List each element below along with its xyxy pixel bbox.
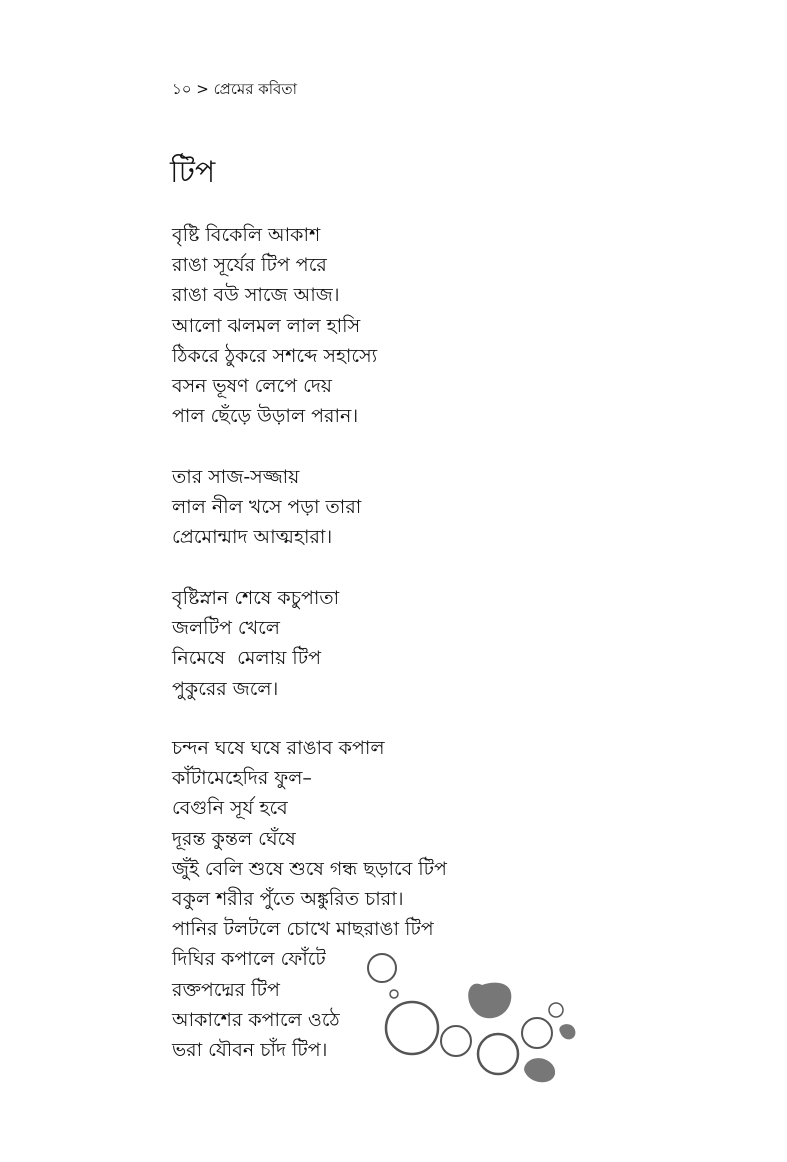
poem-line: চন্দন ঘষে ঘষে রাঙাব কপাল: [172, 737, 385, 759]
poem-line: জুঁই বেলি শুষে শুষে গন্ধ ছড়াবে টিপ: [172, 857, 447, 880]
poem-line: বকুল শরীর পুঁতে অঙ্কুরিত চারা।: [172, 887, 404, 910]
poem-line: পুকুরের জলে।: [172, 677, 279, 700]
poem-line: তার সাজ-সজ্জায়: [172, 466, 300, 488]
poem-line: লাল নীল খসে পড়া তারা: [172, 496, 362, 519]
poem-line: রক্তপদ্মের টিপ: [172, 978, 280, 1001]
poem-line: বেগুনি সূর্য হবে: [172, 797, 288, 820]
poem-line: আকাশের কপালে ওঠে: [172, 1008, 340, 1031]
poem-line: রাঙা সূর্যের টিপ পরে: [172, 254, 327, 277]
poem-line: বৃষ্টি বিকেলি আকাশ: [172, 224, 321, 246]
poem-line: ঠিকরে ঠুকরে সশব্দে সহাস্যে: [172, 344, 378, 367]
running-head: ১০ > প্রেমের কবিতা: [172, 80, 297, 98]
poem-line: বসন ভূষণ লেপে দেয়: [172, 374, 332, 397]
poem-line: দূরন্ত কুন্তল ঘেঁষে: [172, 827, 296, 850]
stanza-1: [172, 220, 377, 431]
stanza-2: [172, 462, 361, 553]
stanza-3: [172, 583, 339, 704]
poem-line: ভরা যৌবন চাঁদ টিপ।: [172, 1038, 328, 1061]
poem-line: আলো ঝলমল লাল হাসি: [172, 314, 361, 337]
bubbles-ornament-icon: [350, 940, 590, 1090]
poem-line: প্রেমোন্মাদ আত্মহারা।: [172, 526, 333, 549]
poem-title: টিপ: [170, 155, 216, 190]
poem-line: রাঙা বউ সাজে আজ।: [172, 284, 340, 307]
poem-line: নিমেষে মেলায় টিপ: [172, 647, 321, 670]
poem-line: পানির টলটলে চোখে মাছরাঙা টিপ: [172, 918, 434, 941]
poem-line: দিঘির কপালে ফোঁটে: [172, 948, 326, 971]
poem-line: কাঁটামেহেদির ফুল–: [172, 767, 312, 790]
poem-line: বৃষ্টিস্নান শেষে কচুপাতা: [172, 587, 340, 609]
poem-line: পাল ছেঁড়ে উড়াল পরান।: [172, 405, 359, 428]
poem-line: জলটিপ খেলে: [172, 617, 280, 640]
